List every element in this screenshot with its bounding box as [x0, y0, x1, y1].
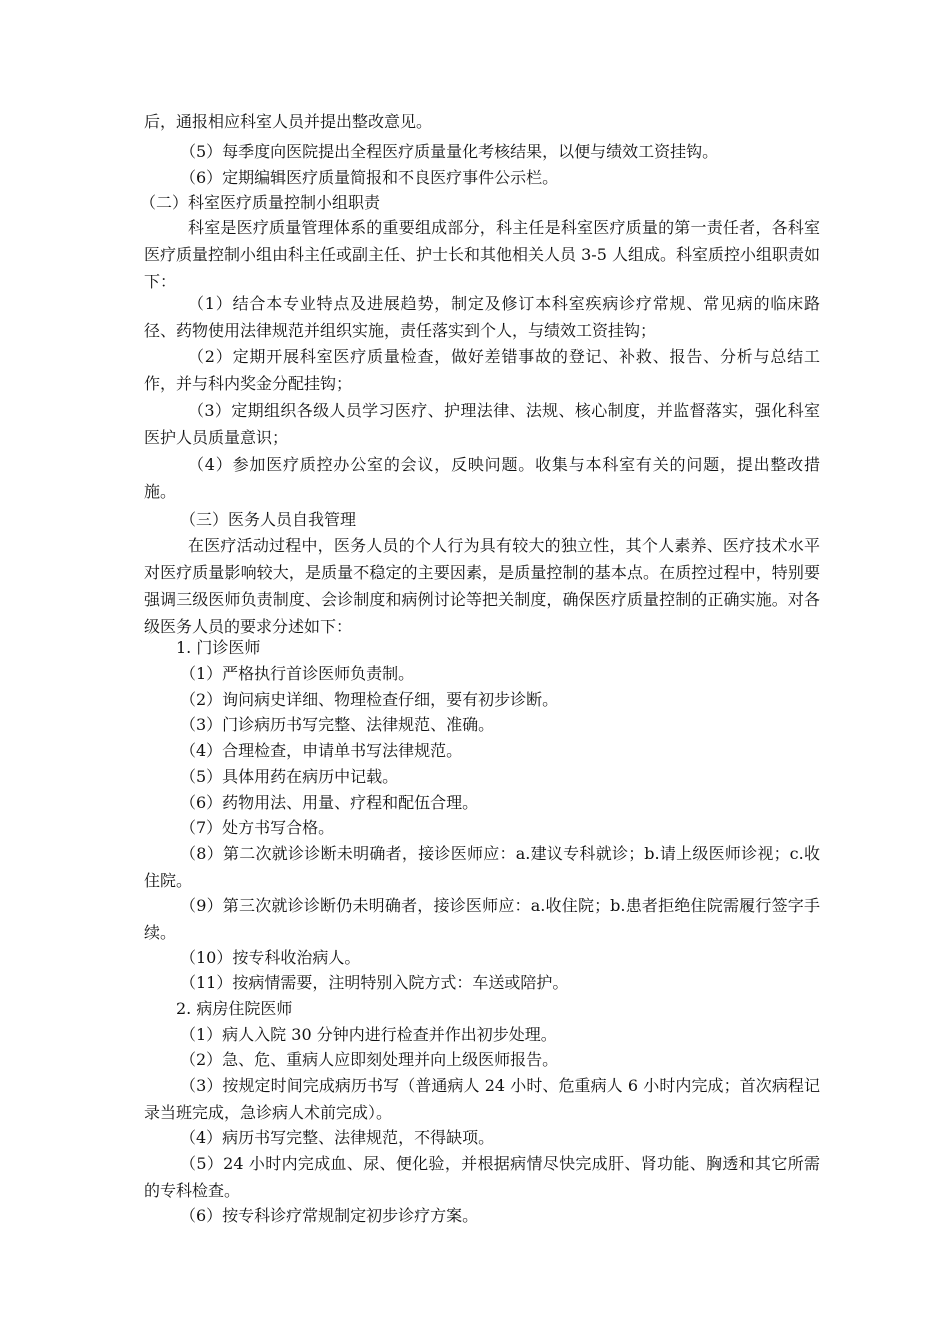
subsection-heading: 2. 病房住院医师	[176, 999, 293, 1018]
list-item: （6）药物用法、用量、疗程和配伍合理。	[180, 793, 479, 812]
section-heading: （二）科室医疗质量控制小组职责	[140, 193, 381, 212]
paragraph: （4）参加医疗质控办公室的会议，反映问题。收集与本科室有关的问题，提出整改措施。	[144, 455, 820, 501]
paragraph: 在医疗活动过程中，医务人员的个人行为具有较大的独立性，其个人素养、医疗技术水平对医疗质量影响较大，是质量不稳定的主要因素，是质量控制的基本点。在质控过程中，特别要强调三级医师负责制度、会诊制度和病例讨论等把关制度，确保医疗质量控制的正确实施。对各级医务人员的要求分述如下：	[144, 536, 820, 636]
list-item: （10）按专科收治病人。	[180, 948, 361, 967]
paragraph: 后，通报相应科室人员并提出整改意见。	[144, 112, 433, 131]
paragraph: （2）定期开展科室医疗质量检查，做好差错事故的登记、补救、报告、分析与总结工作，并与科内奖金分配挂钩；	[144, 347, 820, 393]
list-item: （8）第二次就诊诊断未明确者，接诊医师应：a.建议专科就诊；b.请上级医师诊视；c.收住院。	[144, 844, 820, 890]
paragraph: 科室是医疗质量管理体系的重要组成部分，科主任是科室医疗质量的第一责任者，各科室医疗质量控制小组由科主任或副主任、护士长和其他相关人员 3-5 人组成。科室质控小组职责如下：	[144, 218, 820, 291]
list-item: （4）合理检查，申请单书写法律规范。	[180, 741, 463, 760]
list-item: （4）病历书写完整、法律规范，不得缺项。	[180, 1128, 495, 1147]
list-item: （1）病人入院 30 分钟内进行检查并作出初步处理。	[180, 1025, 557, 1044]
list-item: （9）第三次就诊诊断仍未明确者，接诊医师应：a.收住院；b.患者拒绝住院需履行签字手续。	[144, 896, 820, 942]
list-item: （2）询问病史详细、物理检查仔细，要有初步诊断。	[180, 690, 559, 709]
list-item: （11）按病情需要，注明特别入院方式：车送或陪护。	[180, 973, 569, 992]
list-item: （1）严格执行首诊医师负责制。	[180, 664, 415, 683]
section-heading: （三）医务人员自我管理	[180, 510, 357, 529]
subsection-heading: 1. 门诊医师	[176, 638, 261, 657]
paragraph: （1）结合本专业特点及进展趋势，制定及修订本科室疾病诊疗常规、常见病的临床路径、药物使用法律规范并组织实施，责任落实到个人，与绩效工资挂钩；	[144, 294, 820, 340]
paragraph: （5）每季度向医院提出全程医疗质量量化考核结果，以便与绩效工资挂钩。	[180, 142, 719, 161]
list-item: （7）处方书写合格。	[180, 818, 335, 837]
list-item: （3）门诊病历书写完整、法律规范、准确。	[180, 715, 495, 734]
paragraph: （3）定期组织各级人员学习医疗、护理法律、法规、核心制度，并监督落实，强化科室医护人员质量意识；	[144, 401, 820, 447]
list-item: （5）24 小时内完成血、尿、便化验，并根据病情尽快完成肝、肾功能、胸透和其它所需的专科检查。	[144, 1154, 820, 1200]
list-item: （3）按规定时间完成病历书写（普通病人 24 小时、危重病人 6 小时内完成；首次病程记录当班完成，急诊病人术前完成）。	[144, 1076, 820, 1122]
list-item: （6）按专科诊疗常规制定初步诊疗方案。	[180, 1206, 479, 1225]
list-item: （2）急、危、重病人应即刻处理并向上级医师报告。	[180, 1050, 559, 1069]
paragraph: （6）定期编辑医疗质量简报和不良医疗事件公示栏。	[180, 168, 559, 187]
list-item: （5）具体用药在病历中记载。	[180, 767, 399, 786]
